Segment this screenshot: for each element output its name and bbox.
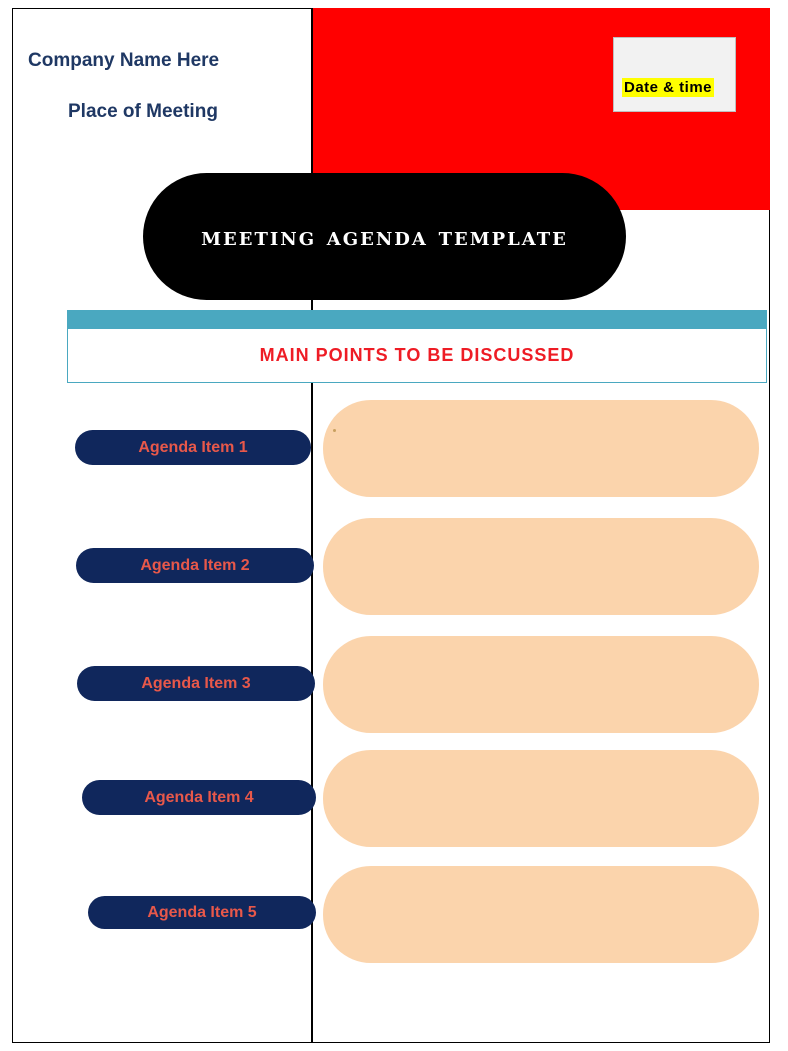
document-title: meeting agenda template: [201, 222, 568, 251]
agenda-item-label-1[interactable]: Agenda Item 1: [75, 430, 311, 465]
vertical-divider-line: [311, 8, 313, 1043]
agenda-note-area[interactable]: [323, 750, 759, 847]
agenda-note-area[interactable]: [323, 866, 759, 963]
agenda-item-label-5[interactable]: Agenda Item 5: [88, 896, 316, 929]
main-points-heading: MAIN POINTS TO BE DISCUSSED: [259, 345, 575, 365]
title-pill: [143, 173, 626, 300]
agenda-item-label-4[interactable]: Agenda Item 4: [82, 780, 316, 815]
agenda-note-area[interactable]: [323, 636, 759, 733]
date-time-label: Date & time: [624, 79, 713, 96]
place-of-meeting-text: Place of Meeting: [68, 101, 218, 122]
agenda-note-area[interactable]: [323, 518, 759, 615]
company-name-text: Company Name Here: [28, 50, 220, 71]
date-time-box[interactable]: [613, 37, 736, 112]
agenda-note-area[interactable]: [323, 400, 759, 497]
agenda-item-label-3[interactable]: Agenda Item 3: [77, 666, 315, 701]
decorative-dot-icon: [333, 429, 336, 432]
agenda-item-label-2[interactable]: Agenda Item 2: [76, 548, 314, 583]
main-points-band: [67, 310, 767, 328]
